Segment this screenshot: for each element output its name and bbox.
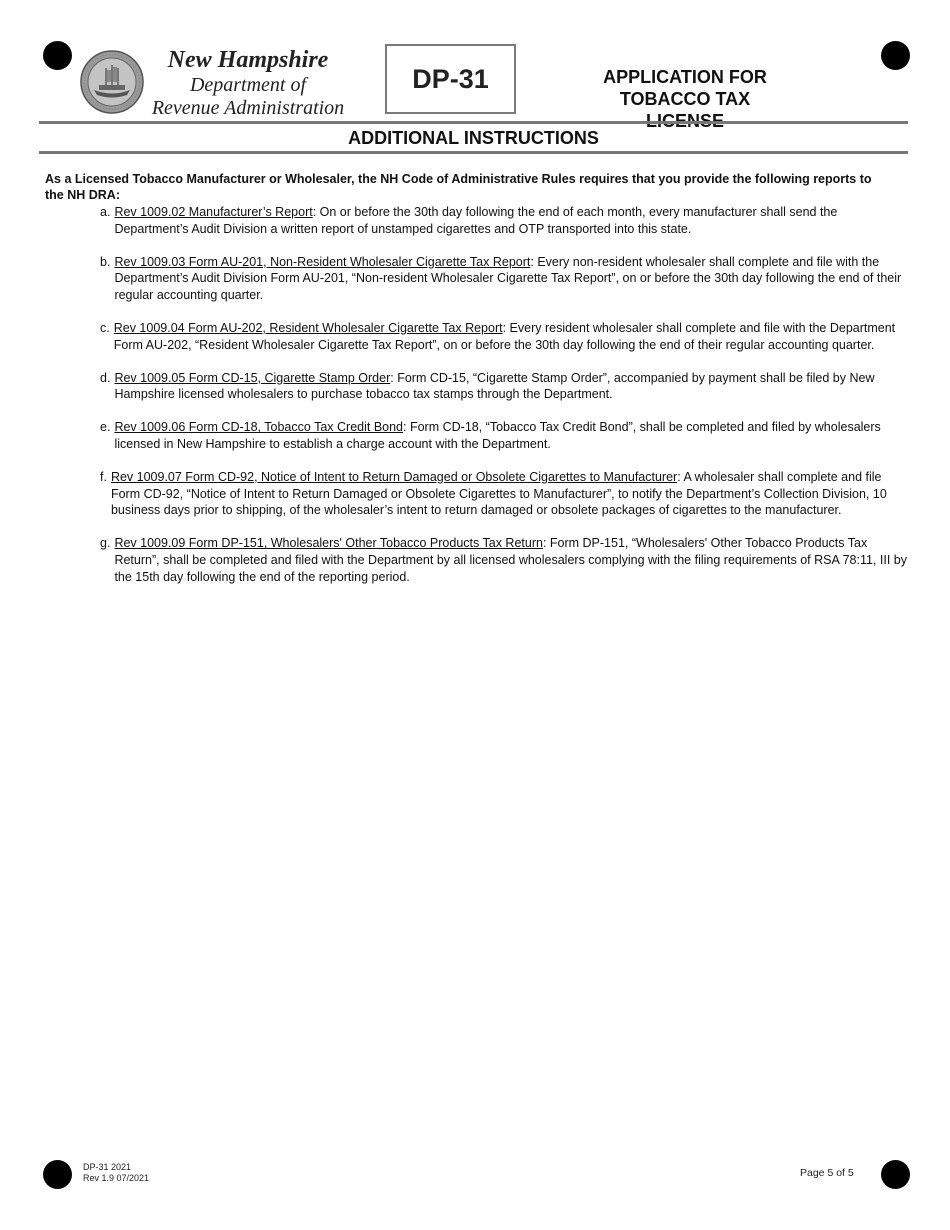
list-item [100,320,912,354]
agency-division: Revenue Administration [151,97,345,119]
item-body: : On or before the 30th day following the end of each month, every manufacturer shall send the Department’s Audit Division a written report of unstamped cigarettes and OTP transported into this state. [114,205,838,236]
form-id: DP-31 [412,63,489,94]
list-item [100,370,912,404]
section-title: ADDITIONAL INSTRUCTIONS [348,128,599,148]
item-letter: g. [100,536,111,551]
list-item [100,419,912,453]
item-body: : Form CD-18, “Tobacco Tax Credit Bond”, shall be completed and filed by wholesalers licensed in New Hampshire to establish a charge account with the Department. [114,420,881,451]
state-seal-icon [80,50,144,114]
item-text [114,535,912,585]
item-letter: c. [100,320,110,335]
item-heading: Rev 1009.05 Form CD-15, Cigarette Stamp Order [114,370,391,385]
item-heading: Rev 1009.02 Manufacturer’s Report [114,205,313,219]
application-title-line2: TOBACCO TAX [619,89,751,109]
item-heading: Rev 1009.03 Form AU-201, Non-Resident Wholesaler Cigarette Tax Report [114,254,531,269]
footer-form-info [83,1162,149,1184]
registration-mark-bottom-right [881,1160,910,1189]
item-heading: Rev 1009.04 Form AU-202, Resident Wholesaler Cigarette Tax Report [113,320,503,335]
list-item [100,204,912,238]
item-letter: b. [100,254,111,269]
form-id-box [385,44,516,114]
item-body: : Every non-resident wholesaler shall complete and file with the Department’s Audit Division Form AU-201, “Non-resident Wholesaler Cigarette Tax Report”, on or before the 30th day following the end of their regular accounting quarter. [114,254,902,303]
page-number: Page 5 of 5 [800,1167,854,1179]
footer-revision: Rev 1.9 07/2021 [83,1173,150,1183]
item-text [114,370,912,404]
item-text [114,204,912,238]
agency-name [146,46,350,120]
registration-mark-top-right [881,41,910,70]
application-title-line1: APPLICATION FOR [603,67,767,87]
item-heading: Rev 1009.09 Form DP-151, Wholesalers' Other Tobacco Products Tax Return [114,536,543,551]
header-rule-top [39,121,908,124]
agency-state: New Hampshire [167,47,329,73]
header-rule-bottom [39,151,908,154]
registration-mark-bottom-left [43,1160,72,1189]
item-letter: e. [100,420,111,435]
item-text [111,469,912,519]
item-letter: d. [100,370,111,385]
intro-paragraph: As a Licensed Tobacco Manufacturer or Wholesaler, the NH Code of Administrative Rules requires that you provide the following reports to the NH DRA: [45,172,872,202]
item-letter: f. [100,469,107,484]
item-text [114,254,912,304]
list-item [100,535,912,585]
item-body: : Form DP-151, “Wholesalers' Other Tobacco Products Tax Return”, shall be completed and filed with the Department by all licensed wholesalers complying with the filing requirements of RSA 78:11, III by the 15th day following the end of the reporting period. [114,536,907,584]
item-text [114,320,912,354]
item-letter: a. [100,205,111,219]
agency-department: Department of [189,74,307,96]
item-body: : A wholesaler shall complete and file Form CD-92, “Notice of Intent to Return Damaged or Obsolete Cigarettes to Manufacturer”, to notify the Department’s Collection Division, 10 business days prior to shipping, of the wholesaler’s intent to return damaged or obsolete packages of cigarettes to the manufacturer. [110,469,887,518]
item-heading: Rev 1009.07 Form CD-92, Notice of Intent to Return Damaged or Obsolete Cigarettes to Manufacturer [110,469,678,484]
registration-mark-top-left [43,41,72,70]
instruction-list [100,204,912,602]
item-text [114,419,912,453]
item-heading: Rev 1009.06 Form CD-18, Tobacco Tax Credit Bond [114,420,404,435]
list-item [100,469,912,519]
footer-form-year: DP-31 2021 [83,1162,132,1172]
item-body: : Every resident wholesaler shall complete and file with the Department Form AU-202, “Resident Wholesaler Cigarette Tax Report”, on or before the 30th day following the end of their regular accounting quarter. [113,320,896,352]
list-item [100,254,912,304]
item-body: : Form CD-15, “Cigarette Stamp Order”, accompanied by payment shall be filed by New Hampshire licensed wholesalers to purchase tobacco tax stamps through the Department. [114,370,875,402]
